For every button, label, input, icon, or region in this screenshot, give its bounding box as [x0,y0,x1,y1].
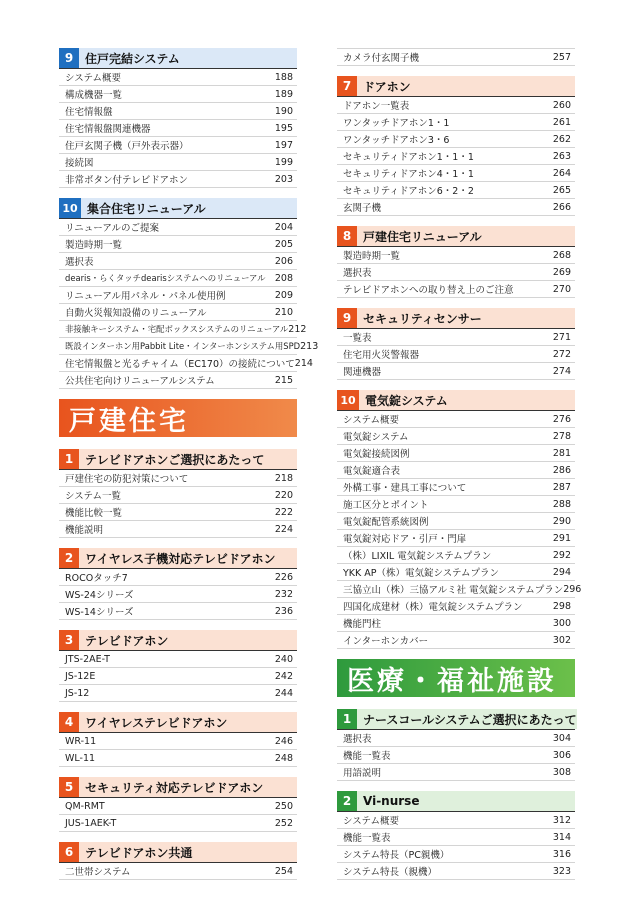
entry-label: 非常ボタン付テレビドアホン [65,175,189,186]
toc-entry[interactable] [337,462,575,479]
toc-entry[interactable] [337,182,575,199]
entry-page-number: 300 [552,617,571,629]
toc-entry[interactable] [337,530,575,547]
entry-label: 用語説明 [343,768,382,779]
entry-page-number: 266 [552,201,571,213]
toc-entry[interactable] [337,496,575,513]
entry-label: 住宅情報盤 [65,107,113,118]
toc-entry[interactable] [337,564,575,581]
section-title: ドアホン [357,76,575,96]
entry-label: 構成機器一覧 [65,90,123,101]
toc-entry[interactable] [59,69,297,86]
section-title: ナースコールシステムご選択にあたって [357,709,577,729]
section-title: テレビドアホン [79,630,297,650]
toc-entry[interactable] [59,321,307,338]
entry-label: 電気錠配管系統図例 [343,517,429,528]
entry-label: システム特長（親機） [343,867,438,878]
entry-label: 電気錠適合表 [343,466,401,477]
toc-entry[interactable] [59,798,297,815]
continued-items [337,48,575,66]
entry-page-number: 244 [274,687,293,699]
entry-page-number: 222 [274,506,293,518]
toc-section [59,198,319,389]
toc-entry[interactable] [337,445,575,462]
toc-entry[interactable] [337,747,575,764]
toc-entry[interactable] [59,521,297,538]
entry-label: 機能門柱 [343,619,382,630]
toc-entry[interactable] [337,863,575,880]
toc-entry[interactable] [337,730,575,747]
toc-entry[interactable] [337,346,575,363]
entry-label: ドアホン一覧表 [343,101,410,112]
toc-entry[interactable] [59,651,297,668]
section-header[interactable] [337,390,575,411]
toc-entry[interactable] [59,603,297,620]
entry-label: ワンタッチドアホン1・1 [343,118,450,129]
entry-page-number: 314 [552,831,571,843]
entry-label: リニューアル用パネル・パネル使用例 [65,291,226,302]
toc-entry[interactable] [59,685,297,702]
entry-page-number: 252 [274,817,293,829]
toc-entry[interactable] [59,219,297,236]
section-header[interactable] [337,76,575,97]
entry-page-number: 246 [274,735,293,747]
toc-entry[interactable] [59,733,297,750]
entry-label: インターホンカバー [343,636,429,647]
toc-entry[interactable] [337,165,575,182]
section-title: テレビドアホン共通 [79,842,297,862]
entry-label: 電気錠対応ドア・引戸・門扉 [343,534,467,545]
entry-label: 選択表 [343,268,372,279]
section-header[interactable] [59,712,297,733]
toc-entry[interactable] [337,547,575,564]
entry-page-number: 263 [552,150,571,162]
toc-section [337,791,575,880]
entry-page-number: 270 [552,283,571,295]
entry-label: 非接触キーシステム・宅配ボックスシステムのリニューアル [65,324,289,334]
toc-section [337,709,575,781]
toc-section [59,48,297,188]
entry-page-number: 276 [552,413,571,425]
entry-label: JTS-2AE-T [65,653,110,665]
section-number-badge: 2 [59,548,79,568]
entry-label: カメラ付玄関子機 [343,53,420,64]
section-title: ワイヤレス子機対応テレビドアホン [79,548,297,568]
toc-entry[interactable] [337,247,575,264]
toc-entry[interactable] [337,114,575,131]
entry-page-number: 291 [552,532,571,544]
toc-entry[interactable] [59,253,297,270]
entry-page-number: 312 [552,814,571,826]
entry-label: 電気錠接続図例 [343,449,410,460]
section-header[interactable] [59,548,297,569]
toc-entry[interactable] [337,97,575,114]
toc-entry[interactable] [59,86,297,103]
entry-page-number: 189 [274,88,293,100]
toc-entry[interactable] [337,264,575,281]
right-top-sections [337,76,582,649]
entry-label: 施工区分とポイント [343,500,429,511]
entry-page-number: 214 [294,357,313,369]
toc-entry[interactable] [59,270,297,287]
section-number-badge: 2 [337,791,357,811]
entry-label: 選択表 [343,734,372,745]
toc-entry[interactable] [337,48,575,66]
entry-label: テレビドアホンへの取り替え上のご注意 [343,285,514,296]
entry-page-number: 204 [274,221,293,233]
section-header[interactable] [59,48,297,69]
entry-label: 製造時期一覧 [65,240,123,251]
toc-entry[interactable] [59,120,297,137]
toc-entry[interactable] [59,815,297,832]
entry-label: 住戸玄関子機（戸外表示器） [65,141,189,152]
toc-entry[interactable] [337,428,575,445]
section-title: 集合住宅リニューアル [81,198,297,218]
entry-label: QM-RMT [65,800,105,812]
section-header[interactable] [337,226,575,247]
entry-page-number: 215 [274,374,293,386]
entry-page-number: 195 [274,122,293,134]
entry-page-number: 208 [274,272,293,284]
entry-page-number: 274 [552,365,571,377]
entry-label: 機能一覧表 [343,751,391,762]
entry-page-number: 304 [552,732,571,744]
entry-page-number: 286 [552,464,571,476]
toc-section [337,390,582,649]
entry-page-number: 264 [552,167,571,179]
entry-page-number: 226 [274,571,293,583]
toc-entry[interactable] [337,812,575,829]
section-number-badge: 1 [59,449,79,469]
entry-label: WS-24シリーズ [65,590,134,601]
entry-label: dearis・らくタッチdearisシステムへのリニューアル [65,273,266,283]
toc-entry[interactable] [59,504,297,521]
entry-label: JS-12 [65,687,90,699]
section-title: テレビドアホンご選択にあたって [79,449,297,469]
entry-page-number: 290 [552,515,571,527]
section-number-badge: 7 [337,76,357,96]
entry-label: セキュリティドアホン6・2・2 [343,186,474,197]
toc-entry[interactable] [59,750,297,767]
section-number-badge: 6 [59,842,79,862]
entry-label: 住宅情報盤関連機器 [65,124,151,135]
toc-entry[interactable] [59,338,319,355]
toc-entry[interactable] [337,148,575,165]
toc-entry[interactable] [59,137,297,154]
entry-page-number: 220 [274,489,293,501]
entry-label: 電気錠システム [343,432,409,443]
entry-label: WR-11 [65,735,97,747]
section-title: Vi-nurse [357,791,575,811]
entry-page-number: 271 [552,331,571,343]
entry-page-number: 240 [274,653,293,665]
entry-label: ワンタッチドアホン3・6 [343,135,450,146]
entry-label: WL-11 [65,752,96,764]
category-banner-detached-house: 戸建住宅 [59,399,297,437]
section-number-badge: 4 [59,712,79,732]
toc-entry[interactable] [337,846,575,863]
entry-label: 機能説明 [65,525,104,536]
section-header[interactable] [59,198,297,219]
entry-page-number: 190 [274,105,293,117]
toc-section [337,308,575,380]
entry-page-number: 292 [552,549,571,561]
entry-page-number: 254 [274,865,293,877]
entry-label: 製造時期一覧 [343,251,401,262]
toc-section [59,777,297,832]
entry-page-number: 265 [552,184,571,196]
toc-entry[interactable] [59,586,297,603]
toc-entry[interactable] [337,829,575,846]
toc-entry[interactable] [337,615,575,632]
toc-entry[interactable] [59,236,297,253]
right-column [337,48,582,890]
entry-page-number: 306 [552,749,571,761]
toc-section [337,76,575,216]
entry-label: 関連機器 [343,367,382,378]
toc-entry[interactable] [337,363,575,380]
right-bottom-sections [337,709,575,880]
toc-entry[interactable] [59,154,297,171]
toc-entry[interactable] [59,103,297,120]
left-top-sections [59,48,319,389]
entry-page-number: 302 [552,634,571,646]
section-title: セキュリティセンサー [357,308,575,328]
section-header[interactable] [59,449,297,470]
toc-entry[interactable] [59,863,297,880]
entry-label: 玄関子機 [343,203,382,214]
entry-label: システム概要 [65,73,122,84]
toc-entry[interactable] [59,487,297,504]
entry-page-number: 323 [552,865,571,877]
entry-page-number: 206 [274,255,293,267]
entry-page-number: 213 [300,340,319,352]
toc-entry[interactable] [337,329,575,346]
entry-label: 外構工事・建具工事について [343,483,467,494]
section-header[interactable] [59,630,297,651]
entry-page-number: 188 [274,71,293,83]
toc-section [59,548,297,620]
section-header[interactable] [337,791,575,812]
section-title: 住戸完結システム [79,48,297,68]
toc-entry[interactable] [337,598,575,615]
toc-entry[interactable] [337,479,575,496]
entry-page-number: 262 [552,133,571,145]
section-number-badge: 8 [337,226,357,246]
entry-label: リニューアルのご提案 [65,223,159,234]
entry-label: ROCOタッチ7 [65,573,128,584]
entry-label: システム概要 [343,816,400,827]
entry-label: 公共住宅向けリニューアルシステム [65,376,215,387]
entry-page-number: 316 [552,848,571,860]
entry-page-number: 257 [552,51,571,63]
entry-label: 三協立山（株）三協アルミ社 電気錠システムプラン [343,585,564,596]
toc-entry[interactable] [337,581,582,598]
section-title: ワイヤレステレビドアホン [79,712,297,732]
entry-label: システム概要 [343,415,400,426]
entry-label: 四国化成建材（株）電気錠システムプラン [343,602,523,613]
entry-page-number: 205 [274,238,293,250]
section-number-badge: 10 [337,390,359,410]
entry-page-number: 250 [274,800,293,812]
entry-page-number: 197 [274,139,293,151]
toc-entry[interactable] [59,470,297,487]
entry-page-number: 272 [552,348,571,360]
entry-page-number: 209 [274,289,293,301]
section-number-badge: 3 [59,630,79,650]
toc-section [59,449,297,538]
section-number-badge: 9 [337,308,357,328]
toc-section [59,630,297,702]
entry-label: （株）LIXIL 電気錠システムプラン [343,551,492,562]
entry-label: 選択表 [65,257,94,268]
entry-page-number: 212 [288,323,307,335]
section-number-badge: 5 [59,777,79,797]
toc-entry[interactable] [337,411,575,428]
section-title: セキュリティ対応テレビドアホン [79,777,297,797]
left-bottom-sections [59,449,297,880]
section-title: 電気錠システム [359,390,575,410]
toc-entry[interactable] [337,281,575,298]
toc-entry[interactable] [59,304,297,321]
entry-label: 住宅情報盤と光るチャイム（EC170）の接続について [65,359,295,370]
toc-entry[interactable] [337,632,575,649]
entry-page-number: 236 [274,605,293,617]
section-header[interactable] [337,308,575,329]
section-header[interactable] [59,777,297,798]
entry-page-number: 261 [552,116,571,128]
entry-label: YKK AP（株）電気錠システムプラン [343,568,500,579]
entry-page-number: 278 [552,430,571,442]
entry-page-number: 242 [274,670,293,682]
entry-label: セキュリティドアホン1・1・1 [343,152,474,163]
entry-page-number: 248 [274,752,293,764]
toc-entry[interactable] [59,171,297,188]
entry-page-number: 268 [552,249,571,261]
entry-label: 接続図 [65,158,94,169]
entry-label: 既設インターホン用Pabbit Lite・インターホンシステム用SPD [65,341,301,351]
entry-page-number: 296 [563,583,582,595]
section-header[interactable] [337,709,575,730]
entry-label: JUS-1AEK-T [65,817,117,829]
entry-label: 二世帯システム [65,867,131,878]
entry-page-number: 210 [274,306,293,318]
entry-page-number: 294 [552,566,571,578]
toc-entry[interactable] [59,355,313,372]
entry-page-number: 269 [552,266,571,278]
entry-label: システム特長（PC親機） [343,850,450,861]
toc-entry[interactable] [337,513,575,530]
section-number-badge: 10 [59,198,81,218]
section-header[interactable] [59,842,297,863]
entry-page-number: 199 [274,156,293,168]
toc-entry[interactable] [59,569,297,586]
entry-page-number: 298 [552,600,571,612]
toc-entry[interactable] [337,199,575,216]
left-column [59,48,319,890]
entry-page-number: 288 [552,498,571,510]
entry-label: JS-12E [65,670,96,682]
entry-page-number: 203 [274,173,293,185]
entry-label: WS-14シリーズ [65,607,134,618]
toc-section [337,226,575,298]
entry-label: 一覧表 [343,333,372,344]
entry-page-number: 308 [552,766,571,778]
entry-label: 機能一覧表 [343,833,391,844]
entry-page-number: 281 [552,447,571,459]
entry-page-number: 218 [274,472,293,484]
toc-entry[interactable] [337,764,575,781]
entry-page-number: 224 [274,523,293,535]
section-title: 戸建住宅リニューアル [357,226,575,246]
entry-label: 戸建住宅の防犯対策について [65,474,189,485]
entry-page-number: 260 [552,99,571,111]
category-banner-medical-welfare: 医療・福祉施設 [337,659,575,697]
entry-label: 住宅用火災警報器 [343,350,420,361]
entry-label: 機能比較一覧 [65,508,123,519]
section-number-badge: 1 [337,709,357,729]
entry-label: セキュリティドアホン4・1・1 [343,169,474,180]
section-number-badge: 9 [59,48,79,68]
toc-entry[interactable] [59,668,297,685]
entry-label: システム一覧 [65,491,122,502]
toc-entry[interactable] [337,131,575,148]
entry-page-number: 232 [274,588,293,600]
toc-entry[interactable] [59,372,297,389]
entry-page-number: 287 [552,481,571,493]
entry-label: 自動火災報知設備のリニューアル [65,308,207,319]
toc-section [59,842,297,880]
toc-section [59,712,297,767]
toc-entry[interactable] [59,287,297,304]
